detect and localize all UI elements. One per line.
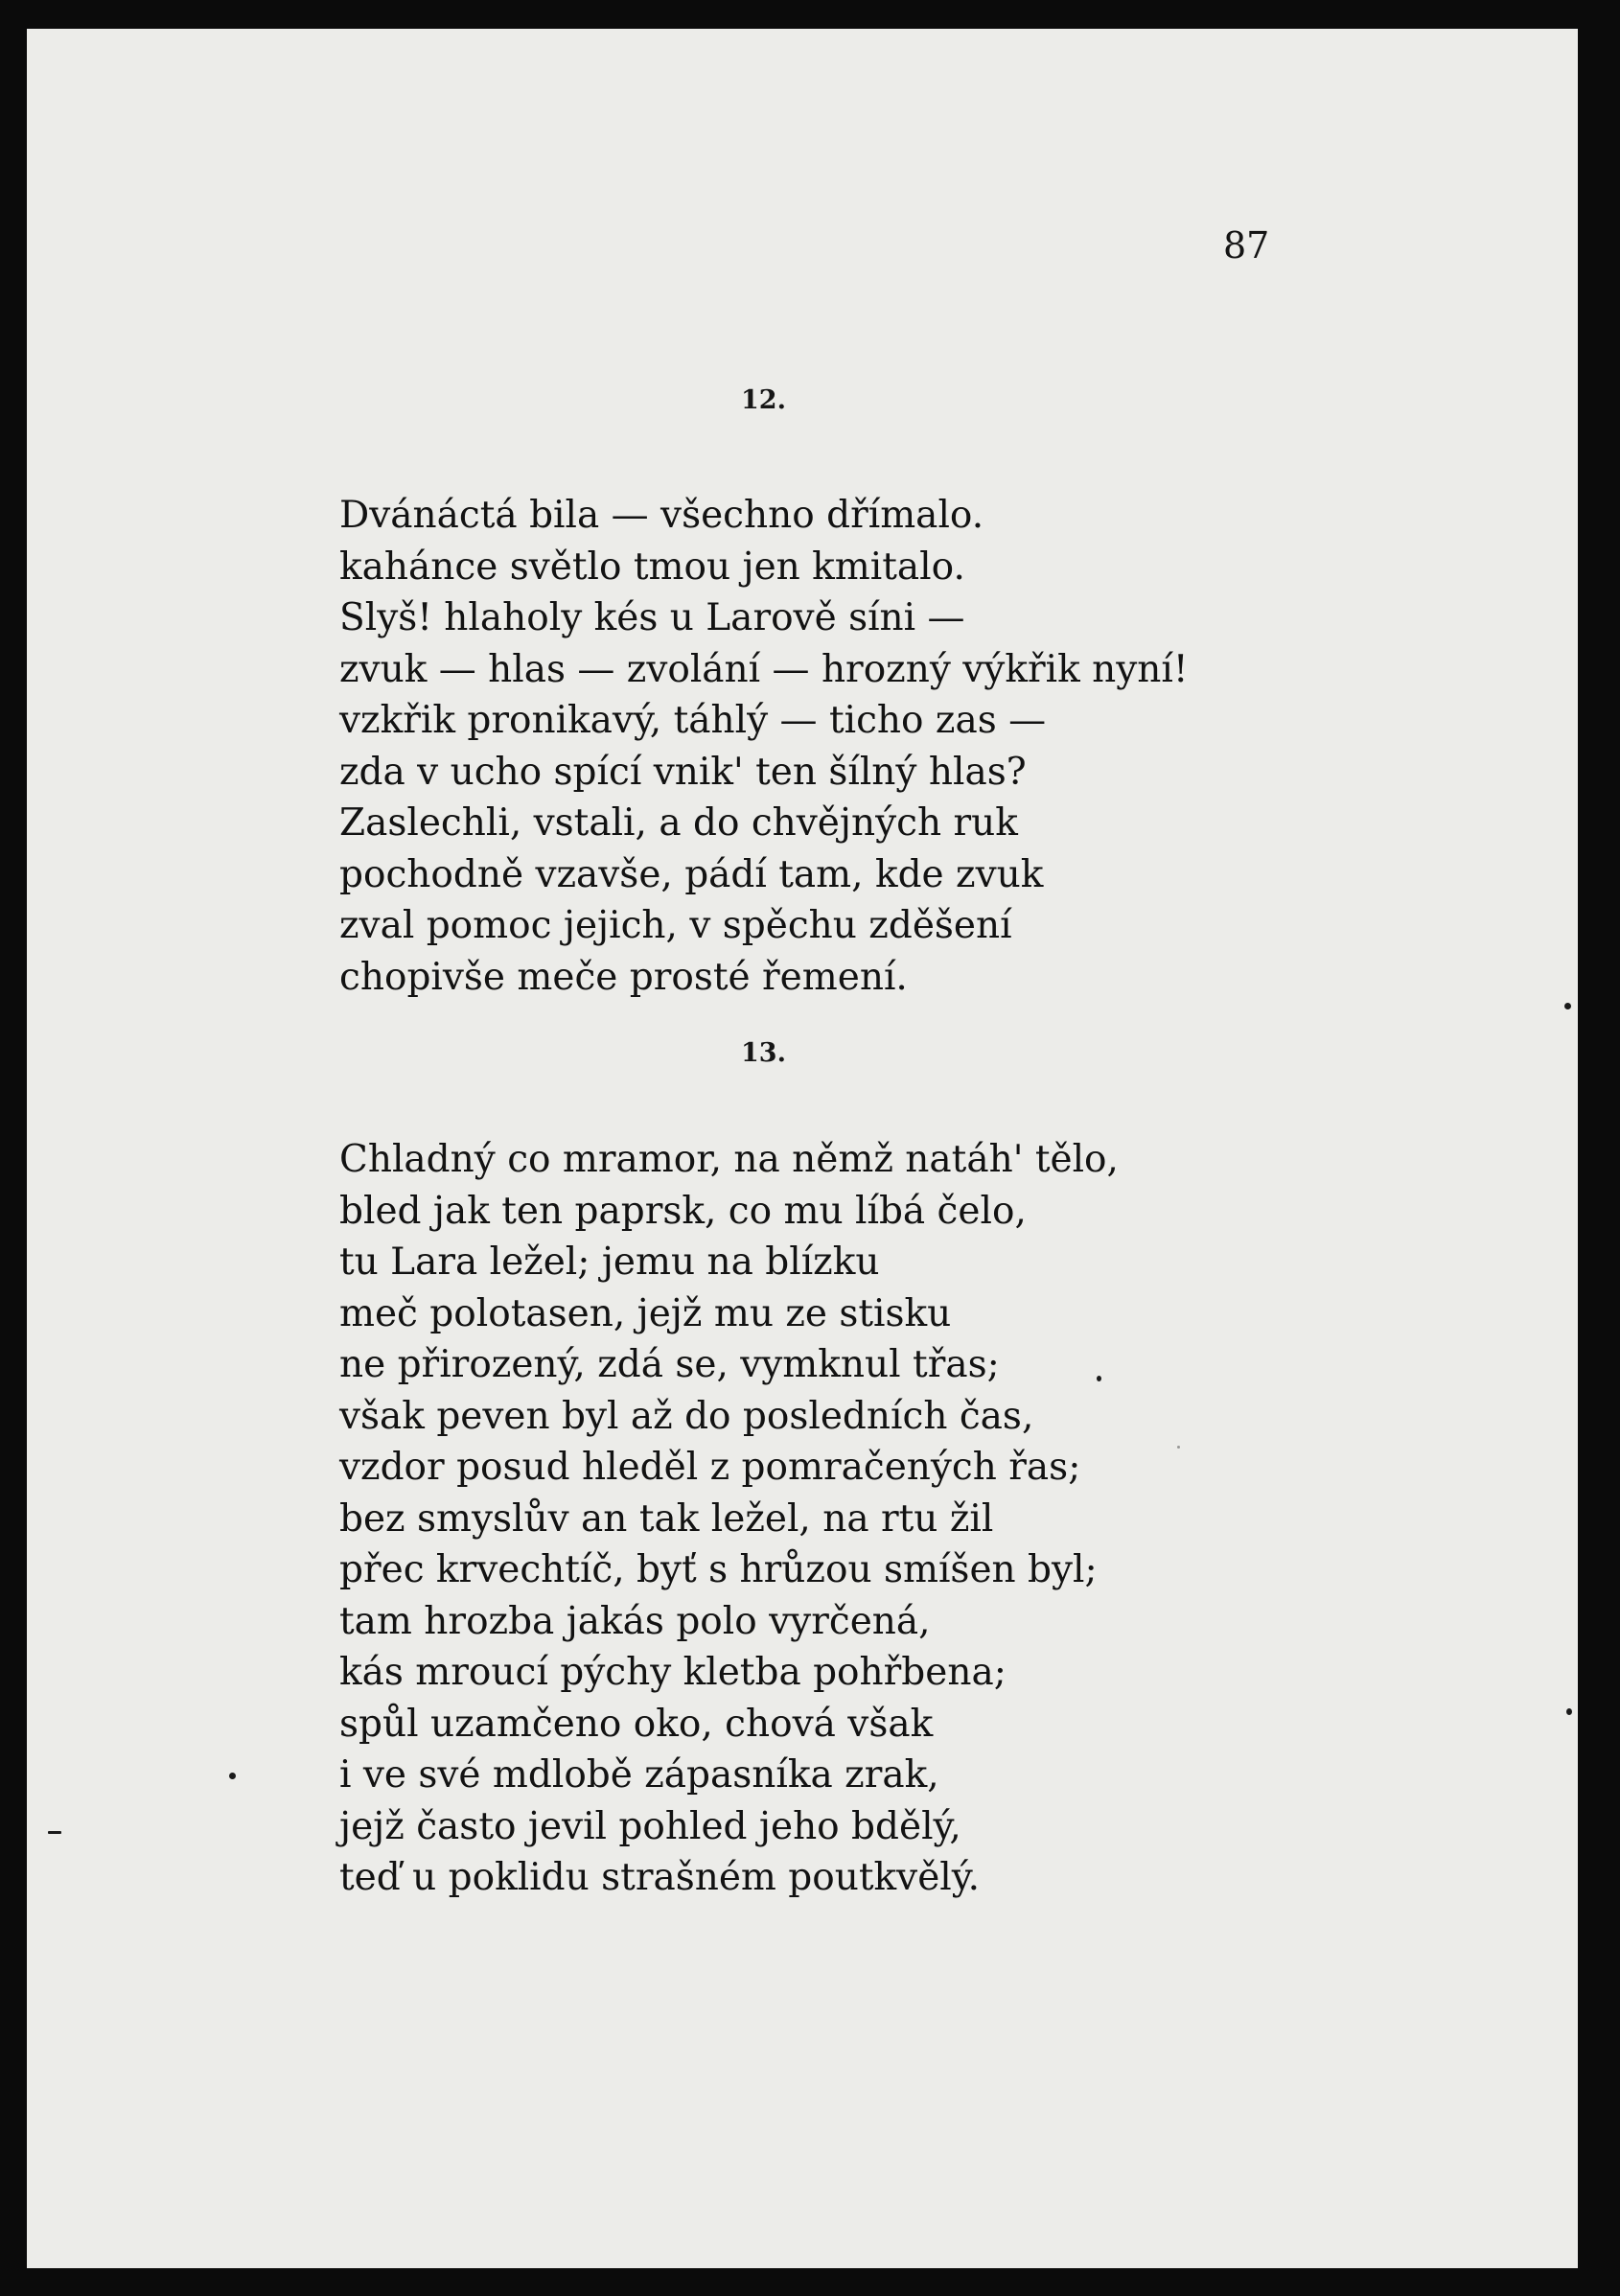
verse-line: teď u poklidu strašném poutkvělý. (339, 1856, 981, 1899)
verse-line: Slyš! hlaholy kés u Larově síni — (339, 596, 965, 639)
scan-speck (1564, 1003, 1571, 1009)
verse-line: jejž často jevil pohled jeho bdělý, (339, 1804, 961, 1848)
book-page (27, 29, 1578, 2268)
verse-line: bled jak ten paprsk, co mu líbá čelo, (339, 1189, 1027, 1233)
verse-line: meč polotasen, jejž mu ze stisku (339, 1291, 952, 1335)
scan-speck (1097, 1376, 1101, 1381)
verse-line: vzdor posud hleděl z pomračených řas; (339, 1446, 1081, 1489)
verse-line: kás mroucí pýchy kletba pohřbena; (339, 1651, 1007, 1694)
scan-speck (1177, 1446, 1180, 1449)
verse-line: i ve své mdlobě zápasníka zrak, (339, 1753, 939, 1797)
verse-line: pochodně vzavše, pádí tam, kde zvuk (339, 852, 1044, 896)
stanza-12 (339, 490, 1189, 1003)
verse-line: Chladný co mramor, na němž natáh' tělo, (339, 1138, 1119, 1181)
verse-line: Zaslechli, vstali, a do chvějných ruk (339, 801, 1018, 845)
stanza-number: 12. (741, 385, 786, 415)
verse-line: ne přirozený, zdá se, vymknul třas; (339, 1343, 1000, 1386)
verse-line: kahánce světlo tmou jen kmitalo. (339, 545, 965, 589)
verse-line: tam hrozba jakás polo vyrčená, (339, 1599, 931, 1643)
verse-line: vzkřik pronikavý, táhlý — ticho zas — (339, 699, 1047, 742)
stanza-number: 13. (741, 1038, 786, 1068)
scan-speck (1566, 1708, 1572, 1715)
verse-line: zval pomoc jejich, v spěchu zděšení (339, 904, 1012, 947)
verse-line: spůl uzamčeno oko, chová však (339, 1702, 934, 1746)
verse-line: tu Lara ležel; jemu na blízku (339, 1241, 880, 1284)
stanza-13 (339, 1134, 1119, 1904)
verse-line: přec krvechtíč, byť s hrůzou smíšen byl; (339, 1548, 1098, 1591)
scan-speck (48, 1831, 61, 1834)
scan-speck (229, 1773, 236, 1779)
verse-line: zda v ucho spící vnik' ten šílný hlas? (339, 750, 1027, 794)
verse-line: bez smyslův an tak ležel, na rtu žil (339, 1496, 994, 1541)
verse-line: však peven byl až do posledních čas, (339, 1394, 1034, 1438)
page-number: 87 (1223, 224, 1270, 267)
verse-line: zvuk — hlas — zvolání — hrozný výkřik nyní! (339, 647, 1189, 691)
verse-line: chopivše meče prosté řemení. (339, 955, 908, 999)
verse-line: Dvánáctá bila — všechno dřímalo. (339, 494, 984, 537)
